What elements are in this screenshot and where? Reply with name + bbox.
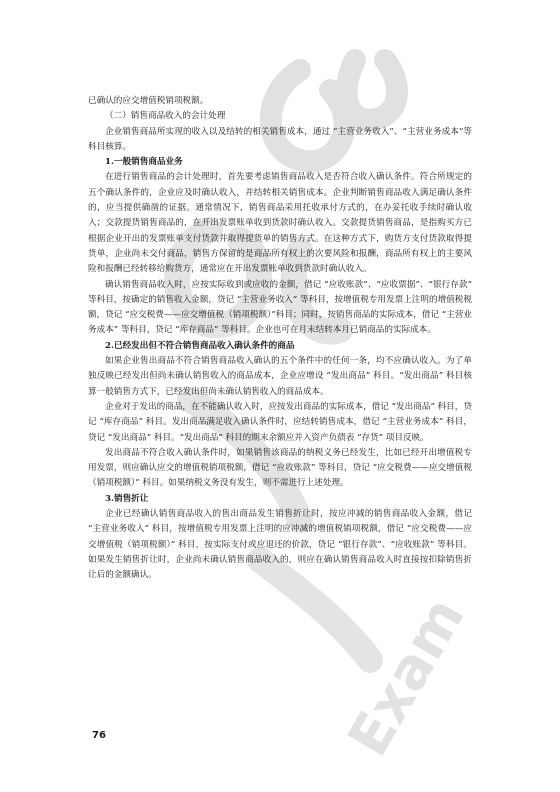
subsection-2-para-2: 企业对于发出的商品，在不能确认收入时，应按发出商品的实际成本，借记 “发出商品” 科目，贷记 “库存商品” 科目。发出商品满足收入确认条件时，应结转销售成本，借记 “主营业务成本” 科目，贷记 “发出商品” 科目。“发出商品” 科目的期末余额应并入资产负债表 “存货” 项目反映。 <box>88 401 472 443</box>
subsection-3-title: 3.销售折让 <box>105 493 149 504</box>
subsection-2-para-3: 发出商品不符合收入确认条件时，如果销售该商品的纳税义务已经发生，比如已经开出增值税专用发票，则应确认应交的增值税销项税额，借记 “应收账款” 等科目，贷记 “应交税费——应交增值税（销项税额）” 科目。如果纳税义务没有发生，则不需进行上述处理。 <box>88 447 472 489</box>
document-page <box>88 94 472 584</box>
page-number: 76 <box>92 730 106 741</box>
subsection-1-para-2: 确认销售商品收入时，应按实际收到或应收的金额，借记 “应收账款”、“应收票据”、“银行存款” 等科目，按确定的销售收入金额，贷记 “主营业务收入” 等科目，按增值税专用发票上注明的增值税税额，贷记 “应交税费——应交增值税（销项税额）”科目；同时，按销售商品的实际成本，借记 “主营业务成本” 等科目，贷记 “库存商品” 等科目。企业也可在月末结转本月已销商品的实际成本。 <box>88 279 472 336</box>
subsection-1-title: 1.一般销售商品业务 <box>105 157 183 168</box>
subsection-1-para-1: 在进行销售商品的会计处理时，首先要考虑销售商品收入是否符合收入确认条件。符合所规定的五个确认条件的，企业应及时确认收入，并结转相关销售成本。企业判断销售商品收入满足确认条件的，应当提供确凿的证据。通常情况下，销售商品采用托收承付方式的，在办妥托收手续时确认收入；交款提货销售商品的，在开出发票账单收到货款时确认收入。交款提货销售商品，是指购买方已根据企业开出的发票账单支付货款并取得提货单的销售方式。在这种方式下，购货方支付货款取得提货单，企业尚未交付商品，销售方保留的是商品所有权上的次要风险和报酬，商品所有权上的主要风险和报酬已经转移给购货方，通常应在开出发票账单收到货款时确认收入。 <box>88 172 472 275</box>
subsection-2-title: 2.已经发出但不符合销售商品收入确认条件的商品 <box>105 340 295 351</box>
intro-line: 已确认的应交增值税销项税额。 <box>88 96 209 106</box>
subsection-2-para-1: 如果企业售出商品不符合销售商品收入确认的五个条件中的任何一条，均不应确认收入。为了单独反映已经发出但尚未确认销售收入的商品成本，企业应增设 “发出商品” 科目。“发出商品” 科目核算一般销售方式下，已经发出但尚未确认销售收入的商品成本。 <box>88 356 472 397</box>
subsection-3-para-1: 企业已经确认销售商品收入的售出商品发生销售折让时，按应冲减的销售商品收入金额，借记 “主营业务收入” 科目，按增值税专用发票上注明的应冲减的增值税销项税额，借记 “应交税费——应交增值税（销项税额）” 科目，按实际支付或应退还的价款，贷记 “银行存款”、“应收账款” 等科目。如果发生销售折让时，企业尚未确认销售商品收入的，则应在确认销售商品收入时直接按扣除销售折让后的金额确认。 <box>88 509 472 581</box>
section-title: （二）销售商品收入的会计处理 <box>105 111 226 122</box>
watermark-text: Exam <box>335 586 478 767</box>
section-intro: 企业销售商品所实现的收入以及结转的相关销售成本，通过 “主营业务收入”、“主营业务成本”等科目核算。 <box>88 126 472 152</box>
